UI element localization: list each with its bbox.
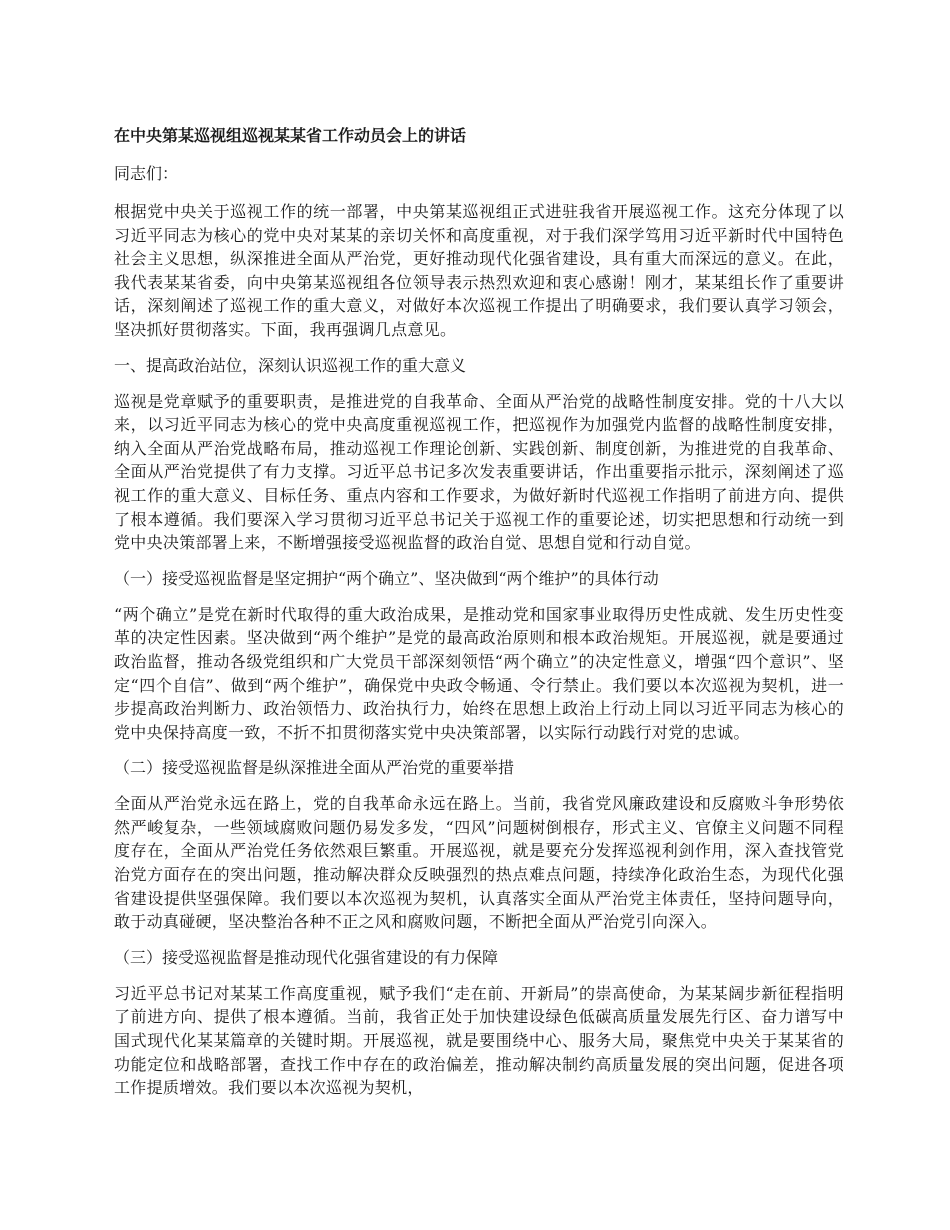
section-heading-1: 一、提高政治站位，深刻认识巡视工作的重大意义 [114, 355, 467, 375]
subsection-heading-2: （二）接受巡视监督是纵深推进全面从严治党的重要举措 [114, 758, 515, 778]
document-title: 在中央第某巡视组巡视某某省工作动员会上的讲话 [114, 126, 467, 145]
subsection-heading-1: （一）接受巡视监督是坚定拥护“两个确立”、坚决做到“两个维护”的具体行动 [114, 568, 659, 588]
paragraph-section-1: 巡视是党章赋予的重要职责，是推进党的自我革命、全面从严治党的战略性制度安排。党的十八大以来，以习近平同志为核心的党中央高度重视巡视工作，把巡视作为加强党内监督的战略性制度安排，纳入全面从严治党战略布局，推动巡视工作理论创新、实践创新、制度创新，为推进党的自我革命、全面从严治党提供了有力支撑。习近平总书记多次发表重要讲话，作出重要指示批示，深刻阐述了巡视工作的重大意义、目标任务、重点内容和工作要求，为做好新时代巡视工作指明了前进方向、提供了根本遵循。我们要深入学习贯彻习近平总书记关于巡视工作的重要论述，切实把思想和行动统一到党中央决策部署上来，不断增强接受巡视监督的政治自觉、思想自觉和行动自觉。 [114, 391, 844, 553]
document-page [114, 124, 844, 1112]
subsection-heading-3: （三）接受巡视监督是推动现代化强省建设的有力保障 [114, 947, 499, 967]
paragraph-subsection-1: “两个确立”是党在新时代取得的重大政治成果，是推动党和国家事业取得历史性成就、发生历史性变革的决定性因素。坚决做到“两个维护”是党的最高政治原则和根本政治规矩。开展巡视，就是要通过政治监督，推动各级党组织和广大党员干部深刻领悟“两个确立”的决定性意义，增强“四个意识”、坚定“四个自信”、做到“两个维护”，确保党中央政令畅通、令行禁止。我们要以本次巡视为契机，进一步提高政治判断力、政治领悟力、政治执行力，始终在思想上政治上行动上同以习近平同志为核心的党中央保持高度一致，不折不扣贯彻落实党中央决策部署，以实际行动践行对党的忠诚。 [114, 604, 844, 742]
greeting: 同志们： [114, 164, 179, 183]
paragraph-subsection-3: 习近平总书记对某某工作高度重视，赋予我们“走在前、开新局”的崇高使命，为某某阔步新征程指明了前进方向、提供了根本遵循。当前，我省正处于加快建设绿色低碳高质量发展先行区、奋力谱写中国式现代化某某篇章的关键时期。开展巡视，就是要围绕中心、服务大局，聚焦党中央关于某某省的功能定位和战略部署，查找工作中存在的政治偏差，推动解决制约高质量发展的突出问题，促进各项工作提质增效。我们要以本次巡视为契机， [114, 983, 844, 1098]
paragraph-intro: 根据党中央关于巡视工作的统一部署，中央第某巡视组正式进驻我省开展巡视工作。这充分体现了以习近平同志为核心的党中央对某某的亲切关怀和高度重视，对于我们深学笃用习近平新时代中国特色社会主义思想，纵深推进全面从严治党，更好推动现代化强省建设，具有重大而深远的意义。在此，我代表某某省委，向中央第某巡视组各位领导表示热烈欢迎和衷心感谢！刚才，某某组长作了重要讲话，深刻阐述了巡视工作的重大意义，对做好本次巡视工作提出了明确要求，我们要认真学习领会，坚决抓好贯彻落实。下面，我再强调几点意见。 [114, 202, 844, 339]
paragraph-subsection-2: 全面从严治党永远在路上，党的自我革命永远在路上。当前，我省党风廉政建设和反腐败斗争形势依然严峻复杂，一些领域腐败问题仍易发多发，“四风”问题树倒根存，形式主义、官僚主义问题不同程度存在，全面从严治党任务依然艰巨繁重。开展巡视，就是要充分发挥巡视利剑作用，深入查找管党治党方面存在的突出问题，推动解决群众反映强烈的热点难点问题，持续净化政治生态，为现代化强省建设提供坚强保障。我们要以本次巡视为契机，认真落实全面从严治党主体责任，坚持问题导向，敢于动真碰硬，坚决整治各种不正之风和腐败问题，不断把全面从严治党引向深入。 [114, 794, 844, 932]
